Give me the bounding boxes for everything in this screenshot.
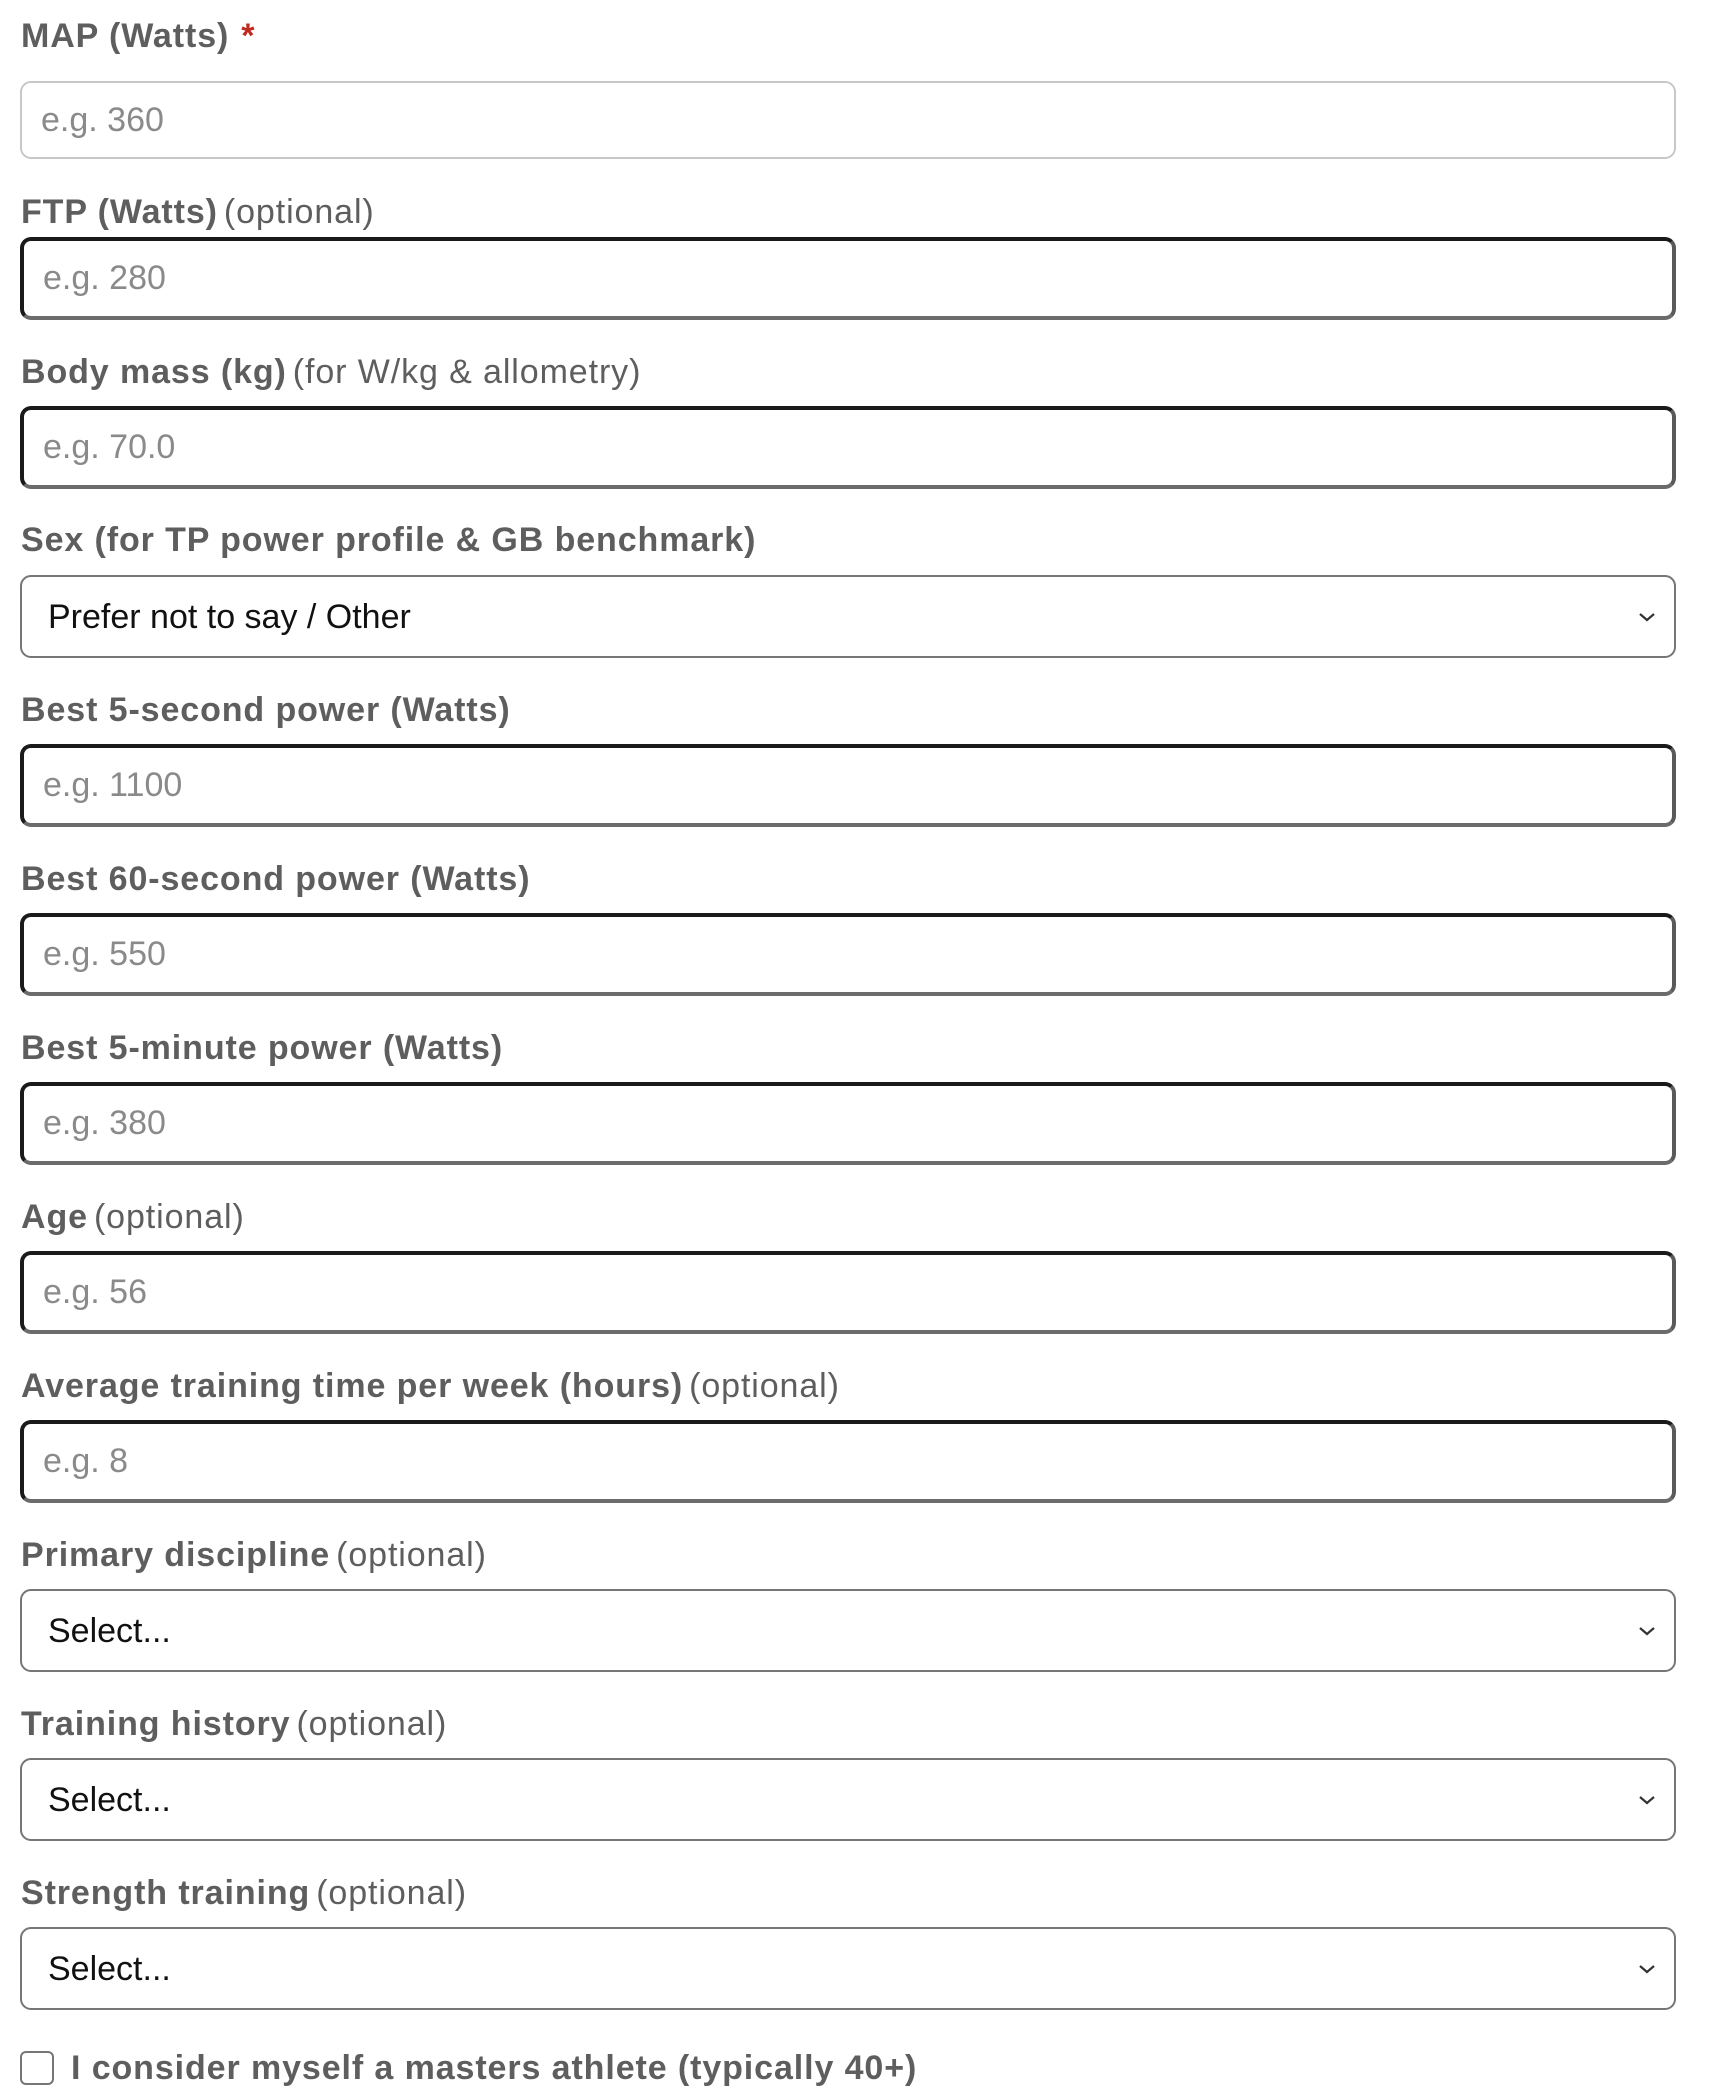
strength-training-label (21, 1873, 467, 1913)
best-5min-input[interactable] (20, 1082, 1676, 1165)
best-60s-input[interactable] (20, 913, 1676, 996)
strength-training-select-wrapper (20, 1927, 1676, 2010)
body-mass-label (21, 352, 641, 392)
map-label (21, 16, 255, 56)
best-5s-label-text: Best 5-second power (Watts) (21, 691, 511, 729)
discipline-select[interactable] (22, 1591, 1674, 1670)
age-label (21, 1197, 245, 1237)
training-time-label-text: Average training time per week (hours) (21, 1367, 684, 1405)
sex-select[interactable] (22, 577, 1674, 656)
strength-training-select[interactable] (22, 1929, 1674, 2008)
body-mass-label-text: Body mass (kg) (21, 353, 287, 391)
body-mass-label-note: (for W/kg & allometry) (292, 353, 642, 391)
best-5min-label (21, 1028, 503, 1068)
discipline-label-note: (optional) (336, 1536, 487, 1574)
ftp-label-note: (optional) (223, 193, 375, 231)
best-5s-label (21, 690, 511, 730)
training-history-select-wrapper (20, 1758, 1676, 1841)
age-label-note: (optional) (93, 1198, 245, 1236)
age-label-text: Age (21, 1198, 88, 1236)
training-time-label-note: (optional) (689, 1367, 840, 1405)
masters-athlete-checkbox[interactable] (20, 2051, 54, 2085)
training-history-select[interactable] (22, 1760, 1674, 1839)
masters-athlete-label: I consider myself a masters athlete (typically 40+) (71, 2048, 918, 2087)
training-history-label-note: (optional) (296, 1705, 448, 1743)
best-5min-label-text: Best 5-minute power (Watts) (21, 1029, 504, 1067)
training-time-input[interactable] (20, 1420, 1676, 1503)
ftp-label-text: FTP (Watts) (21, 193, 218, 231)
map-input[interactable] (20, 81, 1676, 159)
discipline-select-wrapper (20, 1589, 1676, 1672)
masters-athlete-row[interactable] (20, 2048, 917, 2088)
strength-training-label-text: Strength training (21, 1874, 311, 1912)
training-history-label-text: Training history (21, 1705, 291, 1743)
discipline-label-text: Primary discipline (21, 1536, 331, 1574)
required-asterisk: * (241, 17, 256, 55)
best-60s-label (21, 859, 530, 899)
sex-label-text: Sex (for TP power profile & GB benchmark) (21, 521, 757, 559)
ftp-label (21, 192, 375, 232)
discipline-label (21, 1535, 487, 1575)
best-5s-input[interactable] (20, 744, 1676, 827)
best-60s-label-text: Best 60-second power (Watts) (21, 860, 531, 898)
body-mass-input[interactable] (20, 406, 1676, 489)
ftp-input[interactable] (20, 237, 1676, 320)
sex-select-wrapper (20, 575, 1676, 658)
training-time-label (21, 1366, 840, 1406)
training-history-label (21, 1704, 447, 1744)
map-label-text: MAP (Watts) (21, 17, 230, 55)
sex-label (21, 520, 756, 560)
strength-training-label-note: (optional) (316, 1874, 467, 1912)
age-input[interactable] (20, 1251, 1676, 1334)
